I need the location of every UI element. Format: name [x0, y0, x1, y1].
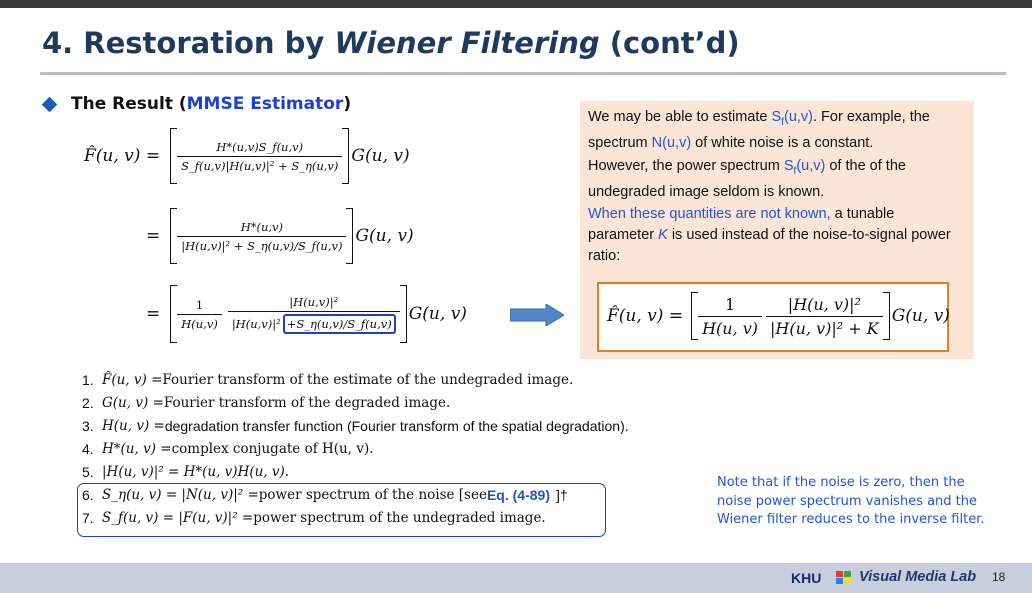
noise-signal-ratio-highlight: +S_η(u,v)/S_f(u,v)	[283, 314, 396, 334]
panel-paragraph-2: However, the power spectrum $S_f(u,v)$ of the of the undegraded image seldom is known.	[588, 158, 906, 200]
window-top-bar	[0, 0, 1032, 8]
right-arrow-icon	[510, 304, 564, 326]
mmse-highlight: MMSE Estimator	[186, 94, 344, 114]
equation-lhs: F̂(u, v) =	[84, 146, 161, 166]
wiener-k-equation-box: F̂(u, v) = $\frac{1}{H(u, v)}$ $\frac{\text{|H(u, v)|²}}{\text{|H(u, v)|² + K}}$ G(u, v)	[597, 282, 949, 352]
equation-2: = $\frac{H*(u,v)}{\text{|H(u,v)|² + S\_η(u,v)/S\_f(u,v)}}$ G(u, v)	[146, 208, 414, 264]
g-term: G(u, v)	[351, 146, 410, 166]
lab-logo-icon	[836, 571, 852, 585]
panel-paragraph-1: We may be able to estimate $S_f(u,v)$. For example, the spectrum N(u,v) of white noise is a constant.	[588, 109, 930, 151]
eq1-numerator: H*(u,v)S_f(u,v)	[216, 139, 304, 154]
eq-reference-link[interactable]: Eq. (4-89)	[486, 486, 550, 503]
list-item: 7. S_f(u, v) = |F(u, v)|² = power spectrum of the undegraded image.	[82, 509, 546, 526]
khu-logo-text: KHU	[791, 570, 822, 586]
eq2-numerator: H*(u,v)	[240, 219, 284, 234]
list-item: 3. H(u, v) = degradation transfer function (Fourier transform of the spatial degradation).	[82, 417, 629, 434]
slide-title: 4. Restoration by Wiener Filtering (cont’d)	[42, 26, 740, 60]
lab-name: Visual Media Lab	[859, 569, 977, 585]
list-item: 5. |H(u, v)|² = H*(u, v)H(u, v).	[82, 463, 290, 480]
diamond-bullet-icon	[42, 96, 58, 112]
list-item: 2. G(u, v) = Fourier transform of the degraded image.	[82, 394, 451, 411]
title-underline	[40, 72, 1006, 75]
page-number: 18	[992, 570, 1006, 584]
footer-bar	[0, 563, 1032, 593]
bullet-heading: The Result (MMSE Estimator)	[44, 94, 351, 114]
spectra-highlight-box	[77, 483, 606, 537]
list-item: 4. H*(u, v) = complex conjugate of H(u, v).	[82, 440, 374, 457]
list-item: 1. F̂(u, v) = Fourier transform of the estimate of the undegraded image.	[82, 371, 574, 388]
note-text: Note that if the noise is zero, then the noise power spectrum vanishes and the Wiener filter reduces to the inverse filter.	[717, 475, 985, 527]
panel-paragraph-3: When these quantities are not known, a tunable parameter K is used instead of the noise-to-signal power ratio:	[588, 206, 951, 264]
equation-1	[84, 128, 410, 184]
list-item: 6. S_η(u, v) = |N(u, v)|² = power spectrum of the noise [see Eq. (4-89) ]†	[82, 486, 568, 503]
equation-3: = $\frac{1}{H(u,v)}$ |H(u,v)|² |H(u,v)|² +S_η(u,v)/S_f(u,v) G(u, v)	[146, 285, 467, 343]
eq1-denominator: S_f(u,v)|H(u,v)|² + S_η(u,v)	[177, 156, 342, 173]
eq2-denominator: |H(u,v)|² + S_η(u,v)/S_f(u,v)	[177, 236, 346, 253]
